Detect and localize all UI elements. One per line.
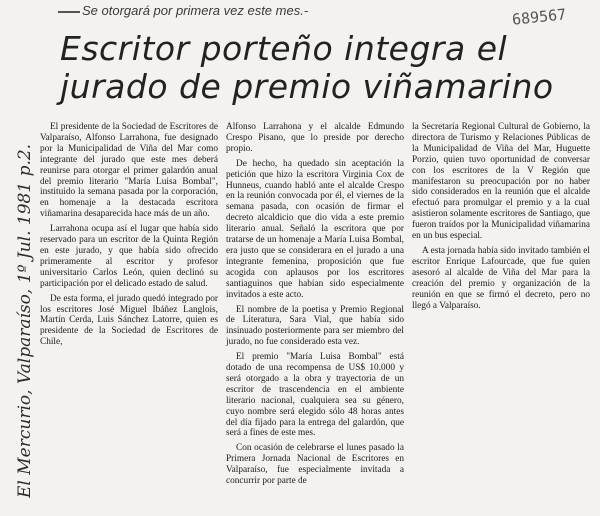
handwritten-note <box>4 28 38 498</box>
paragraph: El presidente de la Sociedad de Escritores de Valparaíso, Alfonso Larrahona, fue designado por la Municipalidad de Viña del Mar como integrante del jurado que este mes deberá reunirse para otorgar el primer galardón anual del premio literario "María Luisa Bombal", instituido la semana pasada por la corporación, en homenaje a la destacada escritora viñamarina desaparecida hace más de un año. <box>40 122 218 220</box>
paragraph: De hecho, ha quedado sin aceptación la petición que hizo la escritora Virginia Cox de Hunneus, cuando habló ante el alcalde Crespo en la reunión convocada por él, el viernes de la semana pasada, con ocasión de firmar el decreto alcaldicio que dio vida a este premio literario anual. Señaló la escritora que por tratarse de un homenaje a María Luisa Bombal, era justo que se considerara en el jurado a una integrante femenina, proposición que fue acogida con aplausos por los escritores santiaguinos que habían sido especialmente invitados a este acto. <box>226 158 404 300</box>
kicker-rule <box>58 11 80 13</box>
paragraph: De esta forma, el jurado quedó integrado por los escritores José Miguel Ibáñez Langlois, Martín Cerda, Luis Sánchez Latorre, quien es presidente de la Sociedad de Escritores de Chile, <box>40 293 218 348</box>
paragraph: la Secretaría Regional Cultural de Gobierno, la directora de Turismo y Relaciones Públicas de la Municipalidad de Viña del Mar, Huguette Porzio, quien tuvo oportunidad de conversar con los escritores de la V Región que manifestaron su preocupación por no haber sido considerados en la reunión que el alcalde efectuó para promulgar el premio y a la cual asistieron solamente escritores de Santiago, que fueron traídos por la Municipalidad viñamarina en un bus especial. <box>412 122 590 242</box>
kicker-text: Se otorgará por primera vez este mes.- <box>82 3 309 18</box>
paragraph: El premio "María Luisa Bombal" está dotado de una recompensa de US$ 10.000 y será otorgado a la obra y trayectoria de un escritor de trascendencia en el ambiente literario nacional, cualquiera sea su género, cuyo nombre será elegido sólo 48 horas antes del día fijado para la entrega del galardón, que será a fines de este mes. <box>226 352 404 439</box>
paragraph: Larrahona ocupa así el lugar que había sido reservado para un escritor de la Quinta Región en este jurado, y que había sido ofrecido primeramente al escritor y profesor universitario Carlos León, quien declinó su participación por el delicado estado de salud. <box>40 224 218 289</box>
article-column-1 <box>40 122 218 352</box>
paragraph: A esta jornada había sido invitado también el escritor Enrique Lafourcade, que fue quien asesoró al alcalde de Viña del Mar para la creación del premio y organización de la reunión en que se firmó el decreto, pero no llegó a Valparaíso. <box>412 245 590 311</box>
article-column-2 <box>226 122 404 491</box>
paragraph: Alfonso Larrahona y el alcalde Edmundo Crespo Pisano, que lo preside por derecho propio. <box>226 122 404 154</box>
archive-stamp: 689567 <box>511 5 567 29</box>
headline: Escritor porteño integra el jurado de premio viñamarino <box>60 29 554 106</box>
paragraph: El nombre de la poetisa y Premio Regional de Literatura, Sara Vial, que había sido insinuado posteriormente para ser miembro del jurado, no fue considerado esta vez. <box>226 304 404 348</box>
article-column-3 <box>412 122 590 315</box>
paragraph: Con ocasión de celebrarse el lunes pasado la Primera Jornada Nacional de Escritores en Valparaíso, fue especialmente invitada a concurrir por parte de <box>226 443 404 487</box>
handwritten-note-text: El Mercurio, Valparaíso, 1º Jul. 1981 p.2. <box>15 143 35 498</box>
